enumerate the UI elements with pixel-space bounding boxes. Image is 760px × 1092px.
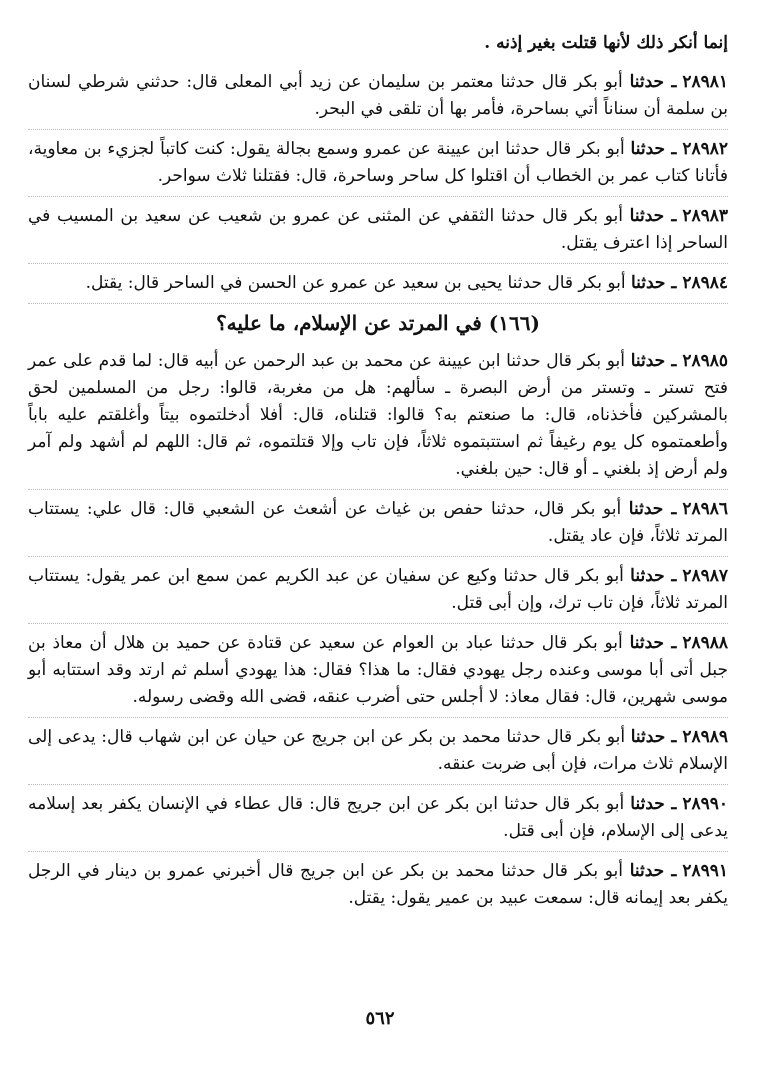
hadith-lead: ـ حدثنا [630, 566, 677, 586]
hadith-text: أبو بكر قال حدثنا يحيى بن سعيد عن عمرو عن الحسن في الساحر قال: يقتل. [85, 273, 626, 293]
hadith-text: أبو بكر قال حدثنا ابن عيينة عن عمرو وسمع بجالة يقول: كنت كاتباً لجزيء بن معاوية، فأتانا كتاب عمر بن الخطاب أن اقتلوا كل ساحر وساحرة، قال: فقتلنا ثلاث سواحر. [28, 139, 728, 186]
hadith-text: أبو بكر قال حدثنا ابن عيينة عن محمد بن عبد الرحمن عن أبيه قال: لما قدم على عمر فتح تستر ـ وتستر من أرض البصرة ـ سألهم: هل من مغربة، قالوا: رجل من المسلمين لحق بالمشركين فأخذناه، قال: ما صنعتم به؟ قالوا: قتلناه، قال: أفلا أدخلتموه بيتاً وأغلقتم عليه باباً وأطعمتموه كل يوم رغيفاً ثم استتبتموه ثلاثاً، فإن تاب وإلا قتلتموه، ثم قال: اللهم لم أشهد ولم آمر ولم أرض إذ بلغني ـ أو قال: حين بلغني. [28, 351, 728, 479]
hadith-lead: ـ حدثنا [630, 727, 677, 747]
hadith-number: ٢٨٩٨٦ [682, 499, 729, 519]
hadith-number: ٢٨٩٨٣ [682, 206, 729, 226]
hadith-number: ٢٨٩٨٧ [682, 566, 729, 586]
hadith-text: أبو بكر قال حدثنا وكيع عن سفيان عن عبد الكريم عمن سمع ابن عمر يقول: يستتاب المرتد ثلاثاً، فإن تاب ترك، وإن أبى قتل. [28, 566, 728, 613]
hadith-text: أبو بكر قال، حدثنا حفص بن غياث عن أشعث عن الشعبي قال: قال علي: يستتاب المرتد ثلاثاً، فإن عاد يقتل. [28, 499, 728, 546]
hadith-lead: ـ حدثنا [628, 499, 677, 519]
hadith-number: ٢٨٩٨٥ [682, 351, 729, 371]
hadith-text: أبو بكر قال حدثنا محمد بن بكر عن ابن جريج قال أخبرني عمرو بن دينار في الرجل يكفر بعد إيمانه قال: سمعت عبيد بن عمير يقول: يقتل. [28, 861, 728, 908]
hadith-28981 [28, 63, 728, 130]
hadith-28990 [28, 785, 728, 852]
hadith-text: أبو بكر قال حدثنا الثقفي عن المثنى عن عمرو بن شعيب عن سعيد بن المسيب في الساحر إذا اعترف يقتل. [28, 206, 728, 253]
page-number: ٥٦٢ [365, 1008, 395, 1029]
hadith-lead: ـ حدثنا [630, 351, 677, 371]
hadith-text: أبو بكر قال حدثنا ابن بكر عن ابن جريج قال: قال عطاء في الإنسان يكفر بعد إسلامه يدعى إلى الإسلام، فإن أبى قتل. [28, 794, 728, 841]
hadith-number: ٢٨٩٨٨ [682, 633, 729, 653]
hadith-lead: ـ حدثنا [629, 72, 677, 92]
hadith-text: أبو بكر قال حدثنا عباد بن العوام عن سعيد عن قتادة عن حميد بن هلال أن معاذ بن جبل أتى أبا موسى وعنده رجل يهودي فقال: ما هذا؟ فقال: هذا يهودي أسلم ثم ارتد وقد استتابه أبو موسى شهرين، قال: فقال معاذ: لا أجلس حتى أضرب عنقه، قضى الله وقضى رسوله. [28, 633, 728, 707]
hadith-text: أبو بكر قال حدثنا محمد بن بكر عن ابن جريج عن حيان عن ابن شهاب قال: يدعى إلى الإسلام ثلاث مرات، فإن أبى ضربت عنقه. [28, 727, 728, 774]
hadith-28989 [28, 718, 728, 785]
hadith-number: ٢٨٩٨٢ [682, 139, 729, 159]
hadith-28982 [28, 130, 728, 197]
hadith-number: ٢٨٩٨٩ [682, 727, 728, 747]
hadith-lead: ـ حدثنا [629, 633, 677, 653]
hadith-28985 [28, 342, 728, 490]
hadith-lead: ـ حدثنا [630, 273, 677, 293]
intro-line: إنما أنكر ذلك لأنها قتلت بغير إذنه . [484, 33, 728, 53]
hadith-28986 [28, 490, 728, 557]
document-page [28, 30, 728, 918]
hadith-lead: ـ حدثنا [629, 206, 677, 226]
hadith-lead: ـ حدثنا [630, 794, 677, 814]
hadith-number: ٢٨٩٨٤ [682, 273, 728, 293]
chapter-title: (١٦٦) في المرتد عن الإسلام، ما عليه؟ [216, 311, 540, 335]
hadith-28984 [28, 264, 728, 304]
hadith-28988 [28, 624, 728, 718]
hadith-28987 [28, 557, 728, 624]
hadith-text: أبو بكر قال حدثنا معتمر بن سليمان عن زيد أبي المعلى قال: حدثني شرطي لسنان بن سلمة أن سناناً أتي بساحرة، فأمر بها أن تلقى في البحر. [28, 72, 728, 119]
hadith-number: ٢٨٩٩١ [682, 861, 728, 881]
hadith-lead: ـ حدثنا [630, 139, 677, 159]
hadith-28983 [28, 197, 728, 264]
hadith-28991 [28, 852, 728, 918]
hadith-number: ٢٨٩٩٠ [682, 794, 728, 814]
hadith-number: ٢٨٩٨١ [682, 72, 729, 92]
hadith-lead: ـ حدثنا [629, 861, 677, 881]
